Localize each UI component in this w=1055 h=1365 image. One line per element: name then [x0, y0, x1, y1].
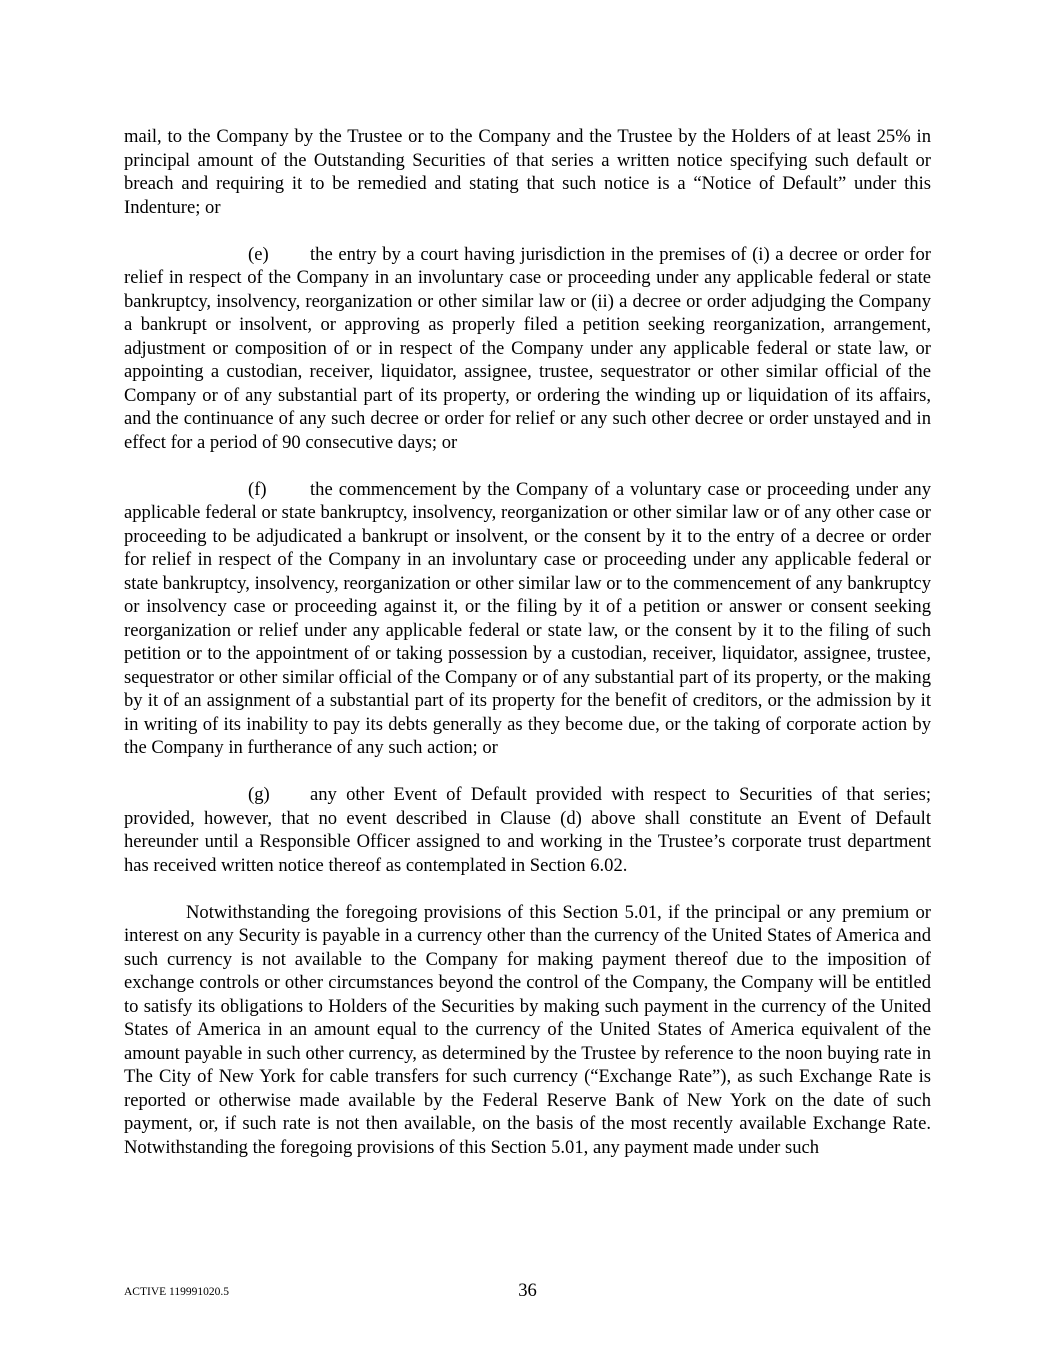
- page-number: 36: [518, 1280, 537, 1301]
- footer-document-id: ACTIVE 119991020.5: [124, 1286, 229, 1298]
- clause-e-paragraph: [124, 243, 931, 455]
- page-body: [124, 125, 931, 1159]
- clause-f-label: (f): [248, 478, 267, 500]
- notwithstanding-paragraph: Notwithstanding the foregoing provisions of this Section 5.01, if the principal or any premium or interest on any Security is payable in a currency other than the currency of the United States of America and such currency is not available to the Company for making payment thereof due to the imposition of exchange controls or other circumstances beyond the control of the Company, the Company will be entitled to satisfy its obligations to Holders of the Securities by making such payment in the currency of the United States of America in an amount equal to the currency of the United States of America equivalent of the amount payable in such other currency, as determined by the Trustee by reference to the noon buying rate in The City of New York for cable transfers for such currency (“Exchange Rate”), as such Exchange Rate is reported or otherwise made available by the Federal Reserve Bank of New York on the date of such payment, or, if such rate is not then available, on the basis of the most recently available Exchange Rate. Notwithstanding the foregoing provisions of this Section 5.01, any payment made under such: [124, 901, 931, 1158]
- clause-f-text: the commencement by the Company of a voluntary case or proceeding under any applicable federal or state bankruptcy, insolvency, reorganization or other similar law or of any other case or proceeding to be adjudicated a bankrupt or insolvent, or the consent by it to the entry of a decree or order for relief in respect of the Company in an involuntary case or proceeding under any applicable federal or state bankruptcy, insolvency, reorganization or other similar law or to the commencement of any bankruptcy or insolvency case or proceeding against it, or the filing by it of a petition or answer or consent seeking reorganization or relief under any applicable federal or state law, or the consent by it to the filing of such petition or to the appointment of or taking possession by a custodian, receiver, liquidator, assignee, trustee, sequestrator or other similar official of the Company or of any substantial part of its property, or the making by it of an assignment of a substantial part of its property for the benefit of creditors, or the admission by it in writing of its inability to pay its debts generally as they become due, or the taking of corporate action by the Company in furtherance of any such action; or: [124, 478, 931, 758]
- clause-e-text: the entry by a court having jurisdiction in the premises of (i) a decree or order for relief in respect of the Company in an involuntary case or proceeding under any applicable federal or state bankruptcy, insolvency, reorganization or other similar law or (ii) a decree or order adjudging the Company a bankrupt or insolvent, or approving as properly filed a petition seeking reorganization, arrangement, adjustment or composition of or in respect of the Company under any applicable federal or state law, or appointing a custodian, receiver, liquidator, assignee, trustee, sequestrator or other similar official of the Company or of any substantial part of its property, or ordering the winding up or liquidation of its affairs, and the continuance of any such decree or order for relief or any such other decree or order unstayed and in effect for a period of 90 consecutive days; or: [124, 243, 931, 453]
- clause-g-paragraph: [124, 783, 931, 877]
- clause-g-label: (g): [248, 784, 270, 805]
- clause-f-paragraph: [124, 478, 931, 760]
- clause-e-label: (e): [248, 243, 269, 265]
- continuation-paragraph: mail, to the Company by the Trustee or to the Company and the Trustee by the Holders of at least 25% in principal amount of the Outstanding Securities of that series a written notice specifying such default or breach and requiring it to be remedied and stating that such notice is a “Notice of Default” under this Indenture; or: [124, 126, 931, 218]
- clause-g-text: any other Event of Default provided with respect to Securities of that series; provided, however, that no event described in Clause (d) above shall constitute an Event of Default hereunder until a Responsible Officer assigned to and working in the Trustee’s corporate trust department has received written notice thereof as contemplated in Section 6.02.: [124, 784, 931, 876]
